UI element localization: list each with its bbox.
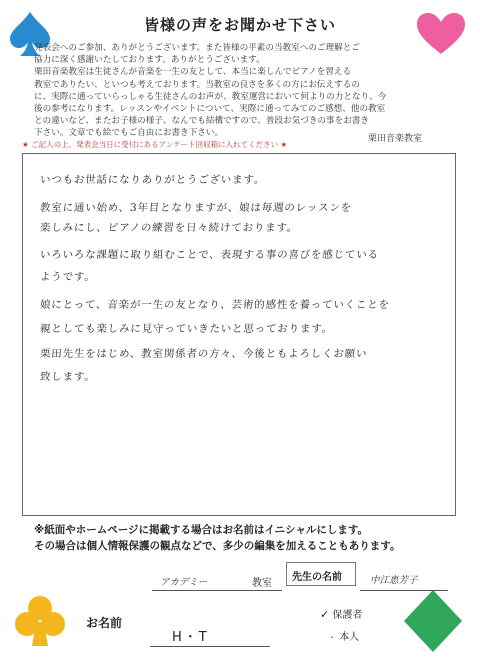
- footer-note: その場合は個人情報保護の観点などで、多少の編集を加えることもあります。: [34, 540, 401, 552]
- club-icon: [14, 594, 66, 648]
- teacher-label-box: [286, 562, 356, 586]
- name-value: H・T: [172, 630, 209, 645]
- teacher-name: 中江恵芳子: [370, 575, 418, 586]
- name-label: お名前: [86, 616, 123, 630]
- classroom-name: アカデミー: [160, 577, 208, 588]
- name-underline: [150, 646, 270, 647]
- school-name: 栗田音楽教室: [367, 134, 422, 144]
- handwritten-line: いろいろな課題に取り組むことで、表現する事の喜びを感じている: [39, 249, 380, 261]
- checkbox-guardian[interactable]: [320, 606, 362, 621]
- footer-note: ※紙面やホームページに掲載する場合はお名前はイニシャルにします。: [34, 524, 369, 536]
- handwritten-line: 致します。: [39, 371, 97, 383]
- handwritten-line: 教室に通い始め、3年目となりますが、娘は毎週のレッスンを: [39, 202, 353, 214]
- intro-text: 発表会へのご参加、ありがとうございます。また皆様の平素の当教室へのご理解とご 協力に深く感謝いたしております。ありがとうございます。 栗田音楽教室は生徒さんが音楽を一生の友として、本当に楽しんでピアノを習える 教室でありたい、といつも考えております。当教室の良さを多くの方にお伝えするの に、実際に通っていらっしゃる生徒さんのお声が、教室運営において何よりの力となり、今 後の参考になります。レッスンやイベントについて、実際に通ってみてのご感想、他の教室 との違いなど、またお子様の様子、なんでも結構ですので、普段お気づきの事をお書き 下さい。文章でも絵でもご自由にお書き下さい。: [34, 43, 387, 139]
- page-title: 皆様の声をお聞かせ下さい: [143, 16, 336, 34]
- classroom-label: 教室: [252, 578, 272, 589]
- classroom-underline: [152, 590, 282, 591]
- teacher-underline: [360, 590, 448, 591]
- teacher-label: 先生の名前: [292, 572, 342, 583]
- diamond-icon: [402, 588, 464, 654]
- guardian-label: 保護者: [332, 610, 363, 621]
- checkbox-self[interactable]: [328, 628, 359, 643]
- check-icon: ✓: [320, 608, 330, 621]
- handwritten-line: 楽しみにし、ピアノの練習を日々続けております。: [39, 222, 299, 234]
- handwritten-line: 栗田先生をはじめ、教室関係者の方々、今後ともよろしくお願い: [39, 348, 368, 360]
- dot-icon: ・: [328, 633, 336, 642]
- handwritten-line: ようです。: [39, 271, 97, 283]
- handwritten-line: 娘にとって、音楽が一生の友となり、芸術的感性を養っていくことを: [39, 299, 391, 311]
- handwritten-line: 親としても楽しみに見守っていきたいと思っております。: [39, 323, 334, 335]
- handwritten-line: いつもお世話になりありがとうございます。: [39, 174, 266, 186]
- self-label: 本人: [339, 632, 360, 643]
- submission-notice: ★ ご記入の上、発表会当日に受付にあるアンケート回収箱に入れてください ★: [22, 140, 288, 149]
